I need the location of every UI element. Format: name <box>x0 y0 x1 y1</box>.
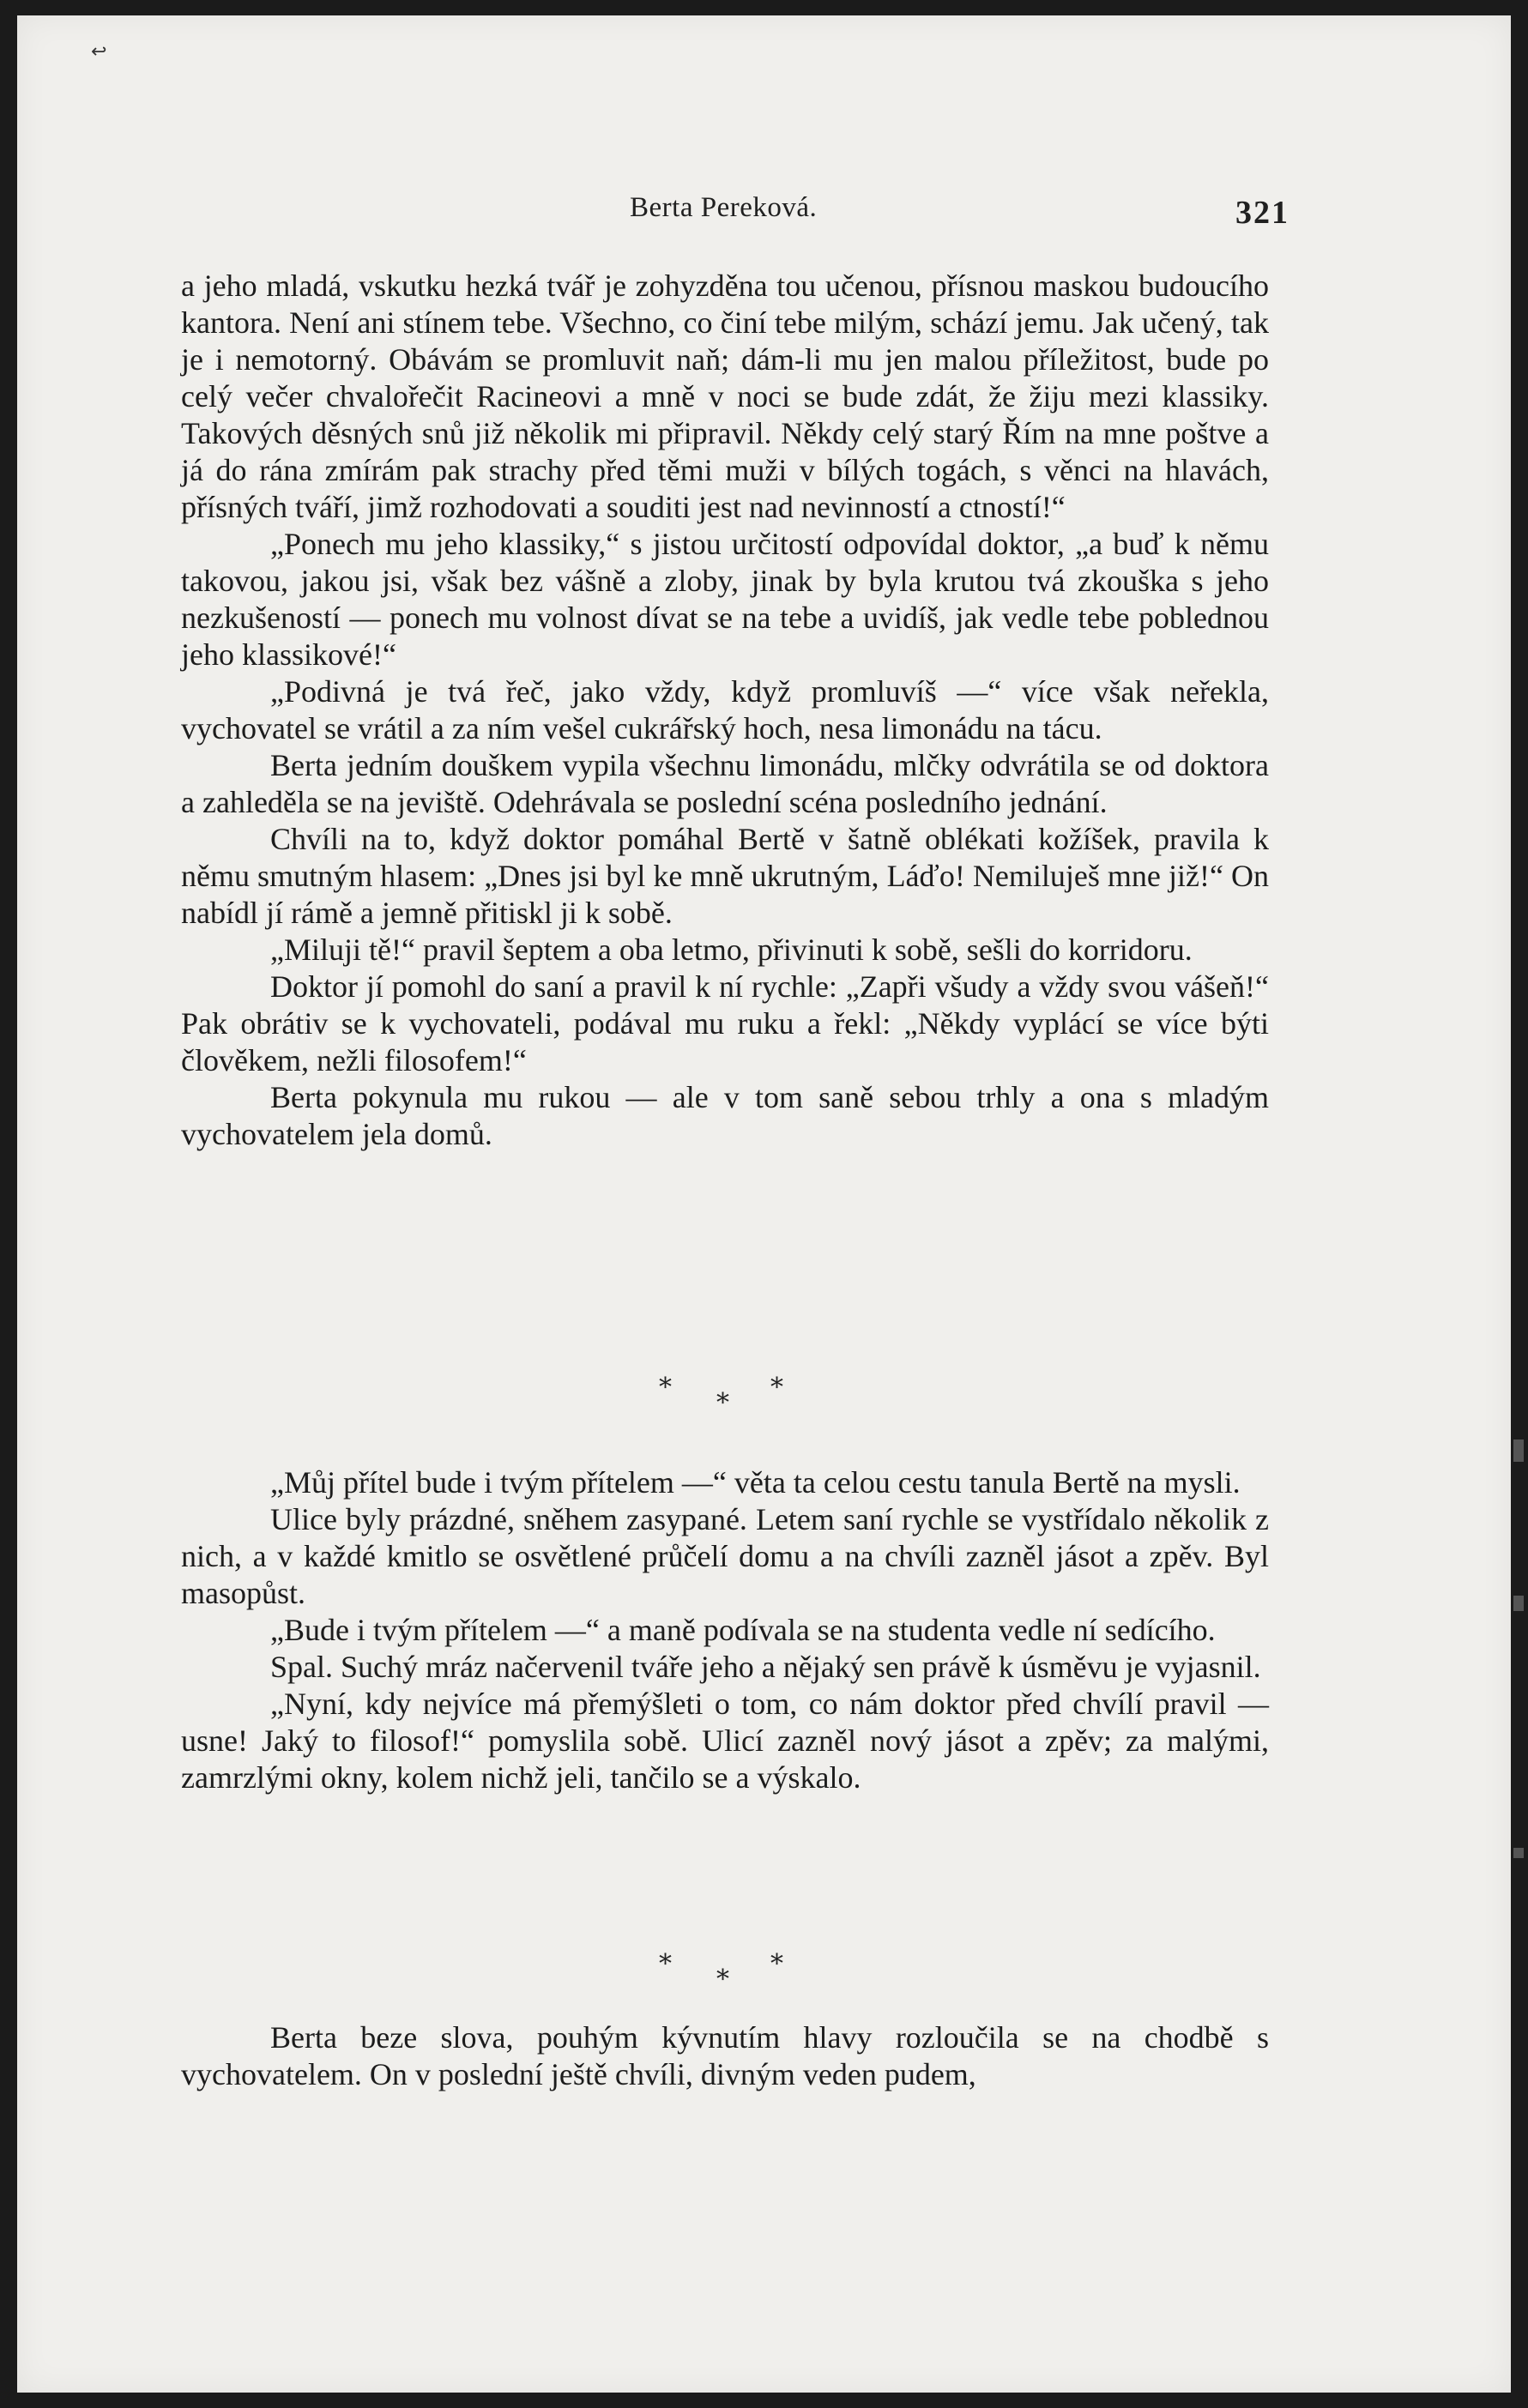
paragraph: „Podivná je tvá řeč, jako vždy, když promluvíš —“ více však neřekla, vychovatel se vrátil a za ním vešel cukrářský hoch, nesa limonádu na tácu. <box>181 674 1269 745</box>
paragraph: „Můj přítel bude i tvým přítelem —“ věta ta celou cestu tanula Bertě na mysli. <box>270 1465 1241 1500</box>
paragraph: „Nyní, kdy nejvíce má přemýšleti o tom, co nám doktor před chvílí pravil — usne! Jaký to filosof!“ pomyslila sobě. Ulicí zazněl nový jásot a zpěv; za malými, zamrzlými okny, kolem nichž jeli, tančilo se a výskalo. <box>181 1687 1269 1795</box>
corner-mark: ↩ <box>91 41 107 63</box>
paragraph: a jeho mladá, vskutku hezká tvář je zohyzděna tou učenou, přísnou maskou budoucího kantora. Není ani stínem tebe. Všechno, co činí tebe milým, schází jemu. Jak učený, tak je i nemotorný. Obávám se promluvit naň; dám-li mu jen malou příležitost, bude po celý večer chvalořečit Racineovi a mně v noci se bude zdát, že žiju mezi klassiky. Takových děsných snů již několik mi připravil. Někdy celý starý Řím na mne poštve a já do rána zmírám pak strachy před těmi muži v bílých togách, s věnci na hlavách, přísných tváří, jimž rozhodovati a souditi jest nad nevinností a ctností!“ <box>181 269 1269 524</box>
asterism-star: * <box>659 1949 672 1979</box>
paragraph: Berta beze slova, pouhým kývnutím hlavy rozloučila se na chodbě s vychovatelem. On v poslední ještě chvíli, divným veden pudem, <box>181 2020 1269 2091</box>
section-three <box>181 2019 1269 2093</box>
asterism-star: * <box>716 1964 729 1995</box>
asterism-star: * <box>659 1373 672 1403</box>
section-break-asterism <box>642 1373 813 1424</box>
paragraph: Doktor jí pomohl do saní a pravil k ní rychle: „Zapři všudy a vždy svou vášeň!“ Pak obrátiv se k vychovateli, podával mu ruku a řekl: „Někdy vyplácí se více býti člověkem, nežli filosofem!“ <box>181 969 1269 1077</box>
running-head: Berta Pereková. <box>630 192 818 223</box>
scan-edge-mark <box>1513 1596 1524 1611</box>
scan-edge-mark <box>1513 1439 1524 1462</box>
asterism-star: * <box>716 1388 729 1418</box>
paragraph: Berta pokynula mu rukou — ale v tom saně sebou trhly a ona s mladým vychovatelem jela domů. <box>181 1080 1269 1151</box>
paragraph: Berta jedním douškem vypila všechnu limonádu, mlčky odvrátila se od doktora a zahleděla se na jeviště. Odehrávala se poslední scéna posledního jednání. <box>181 748 1269 819</box>
paragraph: „Miluji tě!“ pravil šeptem a oba letmo, přivinuti k sobě, sešli do korridoru. <box>270 932 1193 967</box>
paragraph: „Bude i tvým přítelem —“ a maně podívala se na studenta vedle ní sedícího. <box>270 1613 1216 1647</box>
section-break-asterism <box>642 1949 813 2001</box>
paragraph: Chvíli na to, když doktor pomáhal Bertě v šatně oblékati kožíšek, pravila k němu smutným hlasem: „Dnes jsi byl ke mně ukrutným, Láďo! Nemiluješ mne již!“ On nabídl jí rámě a jemně přitiskl ji k sobě. <box>181 822 1269 930</box>
scan-edge-mark <box>1513 1848 1524 1858</box>
paragraph: „Ponech mu jeho klassiky,“ s jistou určitostí odpovídal doktor, „a buď k němu takovou, jakou jsi, však bez vášně a zloby, jinak by byla krutou tvá zkouška s jeho nezkušeností — ponech mu volnost dívat se na tebe a uvidíš, jak vedle tebe poblednou jeho klassikové!“ <box>181 527 1269 672</box>
paragraph: Ulice byly prázdné, sněhem zasypané. Letem saní rychle se vystřídalo několik z nich, a v každé kmitlo se osvětlené průčelí domu a na chvíli zazněl jásot a zpěv. Byl masopůst. <box>181 1502 1269 1610</box>
page-number: 321 <box>1235 195 1289 231</box>
asterism-star: * <box>770 1949 783 1979</box>
section-two <box>181 1464 1269 1796</box>
asterism-star: * <box>770 1373 783 1403</box>
paragraph: Spal. Suchý mráz načervenil tváře jeho a nějaký sen právě k úsměvu je vyjasnil. <box>270 1650 1261 1684</box>
section-one <box>181 268 1269 1153</box>
